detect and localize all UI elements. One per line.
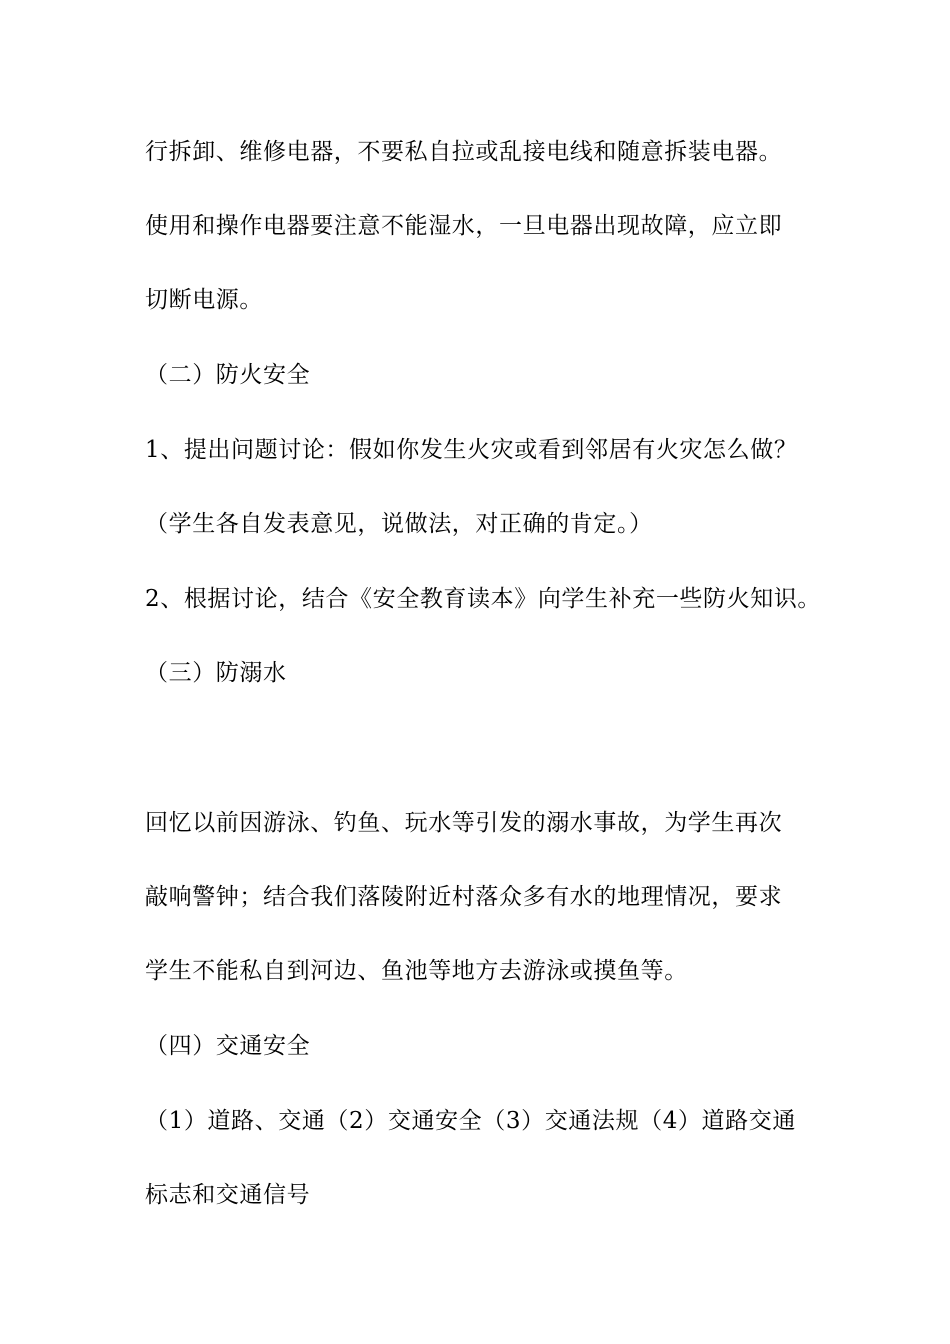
- paragraph-line: 行拆卸、维修电器，不要私自拉或乱接电线和随意拆装电器。: [145, 139, 783, 165]
- paragraph-line: 敲响警钟；结合我们落陵附近村落众多有水的地理情况，要求: [145, 884, 783, 910]
- paragraph-line: （1）道路、交通（2）交通安全（3）交通法规（4）道路交通: [145, 1108, 796, 1134]
- section-heading-drowning-prevention: （三）防溺水: [145, 660, 287, 686]
- paragraph-line: 回忆以前因游泳、钓鱼、玩水等引发的溺水事故，为学生再次: [145, 810, 783, 836]
- paragraph-line: （学生各自发表意见，说做法，对正确的肯定。）: [145, 511, 653, 537]
- paragraph-line: 2、根据讨论，结合《安全教育读本》向学生补充一些防火知识。: [145, 586, 822, 612]
- paragraph-line: 标志和交通信号: [145, 1182, 311, 1208]
- paragraph-line: 1、提出问题讨论：假如你发生火灾或看到邻居有火灾怎么做？: [145, 437, 798, 463]
- section-heading-traffic-safety: （四）交通安全: [145, 1033, 311, 1059]
- paragraph-line: 使用和操作电器要注意不能湿水，一旦电器出现故障，应立即: [145, 213, 783, 239]
- paragraph-line: 切断电源。: [145, 287, 263, 313]
- section-heading-fire-safety: （二）防火安全: [145, 362, 311, 388]
- paragraph-line: 学生不能私自到河边、鱼池等地方去游泳或摸鱼等。: [145, 958, 688, 984]
